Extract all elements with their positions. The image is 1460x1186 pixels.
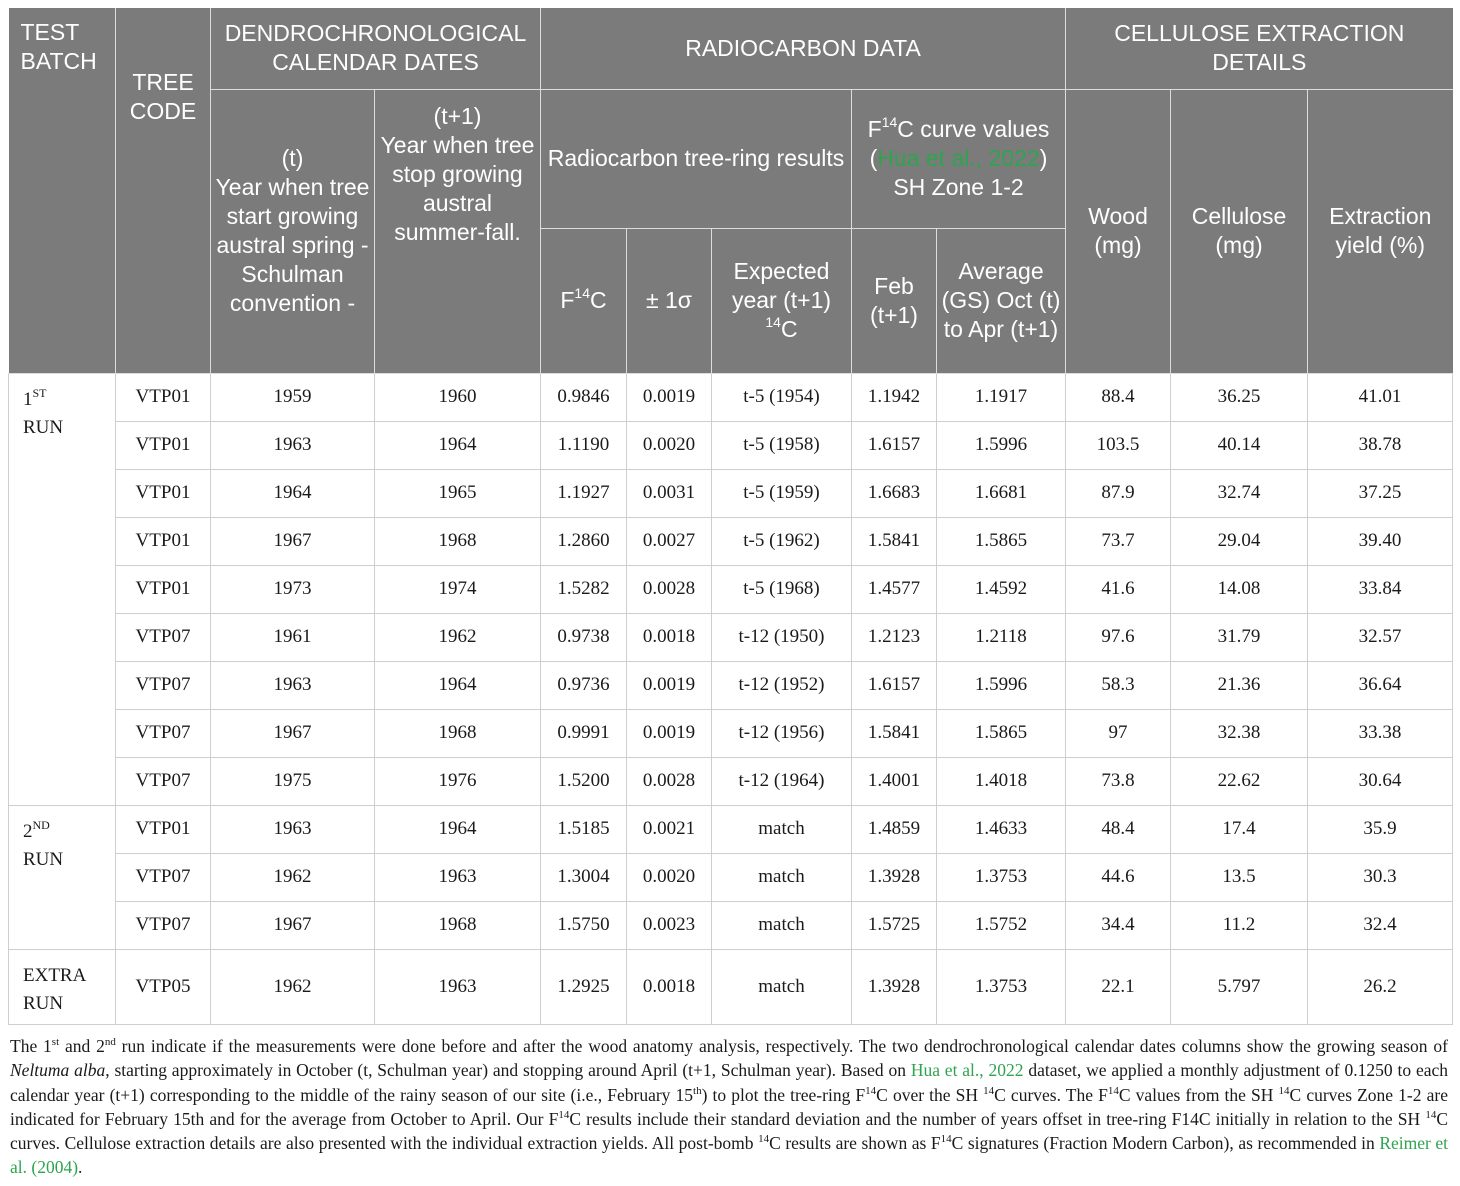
table-cell: 0.9991 (541, 709, 627, 757)
table-cell: 1.5996 (937, 661, 1066, 709)
table-cell: match (712, 901, 852, 949)
table-cell: 22.62 (1171, 757, 1308, 805)
header-dendro-dates: DENDROCHRONOLOGICAL CALENDAR DATES (211, 8, 541, 89)
header-year-t1-desc: Year when tree stop growing austral summer-fall. (380, 131, 535, 245)
table-cell: 1.1190 (541, 421, 627, 469)
curve-f: F (867, 116, 882, 142)
table-cell: 38.78 (1308, 421, 1453, 469)
table-row (9, 373, 1453, 421)
table-cell: 0.9738 (541, 613, 627, 661)
table-cell: 21.36 (1171, 661, 1308, 709)
table-cell: 1962 (211, 949, 375, 1024)
table-cell: 1.2118 (937, 613, 1066, 661)
table-body (9, 373, 1453, 1024)
table-cell: 97.6 (1066, 613, 1171, 661)
table-cell: 44.6 (1066, 853, 1171, 901)
table-cell: 1967 (211, 517, 375, 565)
table-cell: 35.9 (1308, 805, 1453, 853)
header-cellulose: Cellulose (mg) (1171, 89, 1308, 373)
reimer-reference-link[interactable]: Reimer et al. (2004) (10, 1133, 1449, 1178)
table-cell: 36.25 (1171, 373, 1308, 421)
table-cell: 1964 (375, 661, 541, 709)
table-row (9, 661, 1453, 709)
table-cell: 34.4 (1066, 901, 1171, 949)
table-cell: 1.4001 (852, 757, 937, 805)
header-radiocarbon-data: RADIOCARBON DATA (541, 8, 1066, 89)
table-row (9, 949, 1453, 1024)
hua-reference-link[interactable]: Hua et al., 2022 (910, 1060, 1024, 1081)
table-cell: 1973 (211, 565, 375, 613)
table-cell: 0.0019 (627, 661, 712, 709)
table-cell: 1.5725 (852, 901, 937, 949)
table-cell: 1.5752 (937, 901, 1066, 949)
table-cell: 1968 (375, 901, 541, 949)
table-cell: 1962 (375, 613, 541, 661)
table-cell: 1.3004 (541, 853, 627, 901)
table-cell: 0.0018 (627, 949, 712, 1024)
table-cell: 1.3753 (937, 949, 1066, 1024)
table-cell: 1.3928 (852, 949, 937, 1024)
header-year-t1 (375, 89, 541, 373)
f14c-c: C (590, 287, 607, 313)
table-cell: 1.5865 (937, 709, 1066, 757)
table-cell: 32.38 (1171, 709, 1308, 757)
table-cell: 0.0027 (627, 517, 712, 565)
header-treering-results: Radiocarbon tree-ring results (541, 89, 852, 228)
table-cell: 1.4859 (852, 805, 937, 853)
header-yield: Extraction yield (%) (1308, 89, 1453, 373)
table-cell: 1963 (211, 661, 375, 709)
header-year-t1-label: (t+1) (433, 102, 482, 129)
table-cell: 1965 (375, 469, 541, 517)
table-cell: 1.6681 (937, 469, 1066, 517)
table-cell: 0.0028 (627, 757, 712, 805)
f14c-sup: 14 (574, 285, 590, 301)
table-row (9, 709, 1453, 757)
table-cell: VTP01 (116, 565, 211, 613)
table-cell: t-5 (1954) (712, 373, 852, 421)
table-cell: 37.25 (1308, 469, 1453, 517)
header-f14c (541, 228, 627, 373)
table-cell: VTP01 (116, 373, 211, 421)
table-row (9, 805, 1453, 853)
table-cell: 30.3 (1308, 853, 1453, 901)
table-cell: 5.797 (1171, 949, 1308, 1024)
table-cell: t-12 (1964) (712, 757, 852, 805)
table-cell: 0.0021 (627, 805, 712, 853)
table-cell: 33.84 (1308, 565, 1453, 613)
table-cell: VTP01 (116, 469, 211, 517)
table-cell: 58.3 (1066, 661, 1171, 709)
header-average: Average (GS) Oct (t) to Apr (t+1) (937, 228, 1066, 373)
table-cell: 1.4577 (852, 565, 937, 613)
table-row (9, 613, 1453, 661)
table-cell: 1.5200 (541, 757, 627, 805)
header-year-t (211, 89, 375, 373)
batch-cell: EXTRA RUN (9, 949, 116, 1024)
table-cell: 32.4 (1308, 901, 1453, 949)
table-cell: 1963 (211, 805, 375, 853)
expected-sup: 14 (765, 314, 781, 330)
table-cell: t-5 (1959) (712, 469, 852, 517)
table-cell: 14.08 (1171, 565, 1308, 613)
curve-sup: 14 (881, 114, 898, 130)
table-cell: 29.04 (1171, 517, 1308, 565)
table-cell: VTP05 (116, 949, 211, 1024)
table-cell: 11.2 (1171, 901, 1308, 949)
table-cell: 36.64 (1308, 661, 1453, 709)
table-cell: t-5 (1962) (712, 517, 852, 565)
table-cell: 1974 (375, 565, 541, 613)
table-cell: match (712, 853, 852, 901)
table-cell: 0.9846 (541, 373, 627, 421)
table-cell: 0.0020 (627, 853, 712, 901)
table-cell: t-5 (1968) (712, 565, 852, 613)
table-cell: 1964 (211, 469, 375, 517)
table-cell: t-12 (1950) (712, 613, 852, 661)
table-cell: 32.74 (1171, 469, 1308, 517)
table-cell: 1975 (211, 757, 375, 805)
table-cell: 1963 (375, 853, 541, 901)
table-cell: t-12 (1956) (712, 709, 852, 757)
table-cell: VTP07 (116, 901, 211, 949)
table-cell: 17.4 (1171, 805, 1308, 853)
table-cell: 1.5841 (852, 709, 937, 757)
table-cell: 1.5750 (541, 901, 627, 949)
table-row (9, 757, 1453, 805)
table-row (9, 469, 1453, 517)
table-row (9, 853, 1453, 901)
table-row (9, 901, 1453, 949)
table-cell: VTP07 (116, 853, 211, 901)
header-wood: Wood (mg) (1066, 89, 1171, 373)
header-year-t-label: (t) (281, 145, 304, 171)
table-cell: 1963 (211, 421, 375, 469)
header-cellulose-details: CELLULOSE EXTRACTION DETAILS (1066, 8, 1453, 89)
table-cell: 1.1927 (541, 469, 627, 517)
table-cell: 22.1 (1066, 949, 1171, 1024)
table-cell: 1960 (375, 373, 541, 421)
table-cell: 0.9736 (541, 661, 627, 709)
table-cell: VTP07 (116, 661, 211, 709)
table-cell: 1.5282 (541, 565, 627, 613)
header-test-batch: TEST BATCH (9, 8, 116, 373)
header-sigma: ± 1σ (627, 228, 712, 373)
table-cell: VTP07 (116, 613, 211, 661)
table-row (9, 565, 1453, 613)
table-cell: 1962 (211, 853, 375, 901)
table-cell: 39.40 (1308, 517, 1453, 565)
table-cell: 0.0019 (627, 709, 712, 757)
curve-text-b: ) SH Zone 1-2 (893, 145, 1048, 200)
expected-text: Expected year (t+1) (731, 258, 832, 313)
table-cell: 26.2 (1308, 949, 1453, 1024)
table-cell: 1.5185 (541, 805, 627, 853)
table-cell: t-5 (1958) (712, 421, 852, 469)
table-cell: 1963 (375, 949, 541, 1024)
table-cell: 73.8 (1066, 757, 1171, 805)
table-cell: 1.3928 (852, 853, 937, 901)
table-cell: 1964 (375, 421, 541, 469)
table-cell: VTP01 (116, 805, 211, 853)
table-cell: 1964 (375, 805, 541, 853)
table-cell: 97 (1066, 709, 1171, 757)
batch-cell: 1ST RUN (9, 373, 116, 805)
table-cell: 1961 (211, 613, 375, 661)
table-cell: t-12 (1952) (712, 661, 852, 709)
batch-cell: 2ND RUN (9, 805, 116, 949)
table-cell: 73.7 (1066, 517, 1171, 565)
table-cell: 33.38 (1308, 709, 1453, 757)
table-cell: 40.14 (1171, 421, 1308, 469)
header-tree-code: TREE CODE (116, 8, 211, 373)
table-cell: 41.6 (1066, 565, 1171, 613)
table-cell: 1.5996 (937, 421, 1066, 469)
expected-c: C (780, 316, 798, 342)
table-cell: 1.5841 (852, 517, 937, 565)
table-cell: 41.01 (1308, 373, 1453, 421)
table-footnote: The 1st and 2nd run indicate if the measurements were done before and after the wood anatomy analysis, respectively. The two dendrochronological calendar dates columns show the growing season of Neltuma alba, starting approximately in October (t, Schulman year) and stopping around April (t+1, Schulman year). Based on Hua et al., 2022 dataset, we applied a monthly adjustment of 0.1250 to each calendar year (t+1) corresponding to the middle of the rainy season of our site (i.e., February 15th) to plot the tree-ring $F^{14}C$ over the SH $^{14}$C curves. The $F^{14}C$ values from the SH $^{14}$C curves Zone 1-2 are indicated for February 15th and for the average from October to April. Our $F^{14}C$ results include their standard deviation and the number of years offset in tree-ring F14C initially in relation to the SH $^{14}$C curves. Cellulose extraction details are also presented with the individual extraction yields. All post-bomb $^{14}$C results are shown as $F^{14}C$ signatures (Fraction Modern Carbon), as recommended in Reimer et al. (2004). (10, 1036, 1449, 1178)
table-cell: VTP01 (116, 517, 211, 565)
table-cell: 103.5 (1066, 421, 1171, 469)
table-cell: VTP01 (116, 421, 211, 469)
table-cell: 1.6683 (852, 469, 937, 517)
table-cell: VTP07 (116, 709, 211, 757)
table-cell: 31.79 (1171, 613, 1308, 661)
table-cell: match (712, 949, 852, 1024)
table-cell: 1.2123 (852, 613, 937, 661)
table-header (9, 8, 1453, 373)
curve-text-a: C curve values ( (869, 116, 1050, 171)
table-row (9, 421, 1453, 469)
header-expected-year (712, 228, 852, 373)
table-cell: 1967 (211, 709, 375, 757)
table-cell: 87.9 (1066, 469, 1171, 517)
species-name: Neltuma alba (10, 1060, 106, 1081)
table-cell: 1.4592 (937, 565, 1066, 613)
header-year-t-desc: Year when tree start growing austral spring -Schulman convention - (215, 174, 370, 316)
table-cell: 0.0018 (627, 613, 712, 661)
table-cell: 1.2860 (541, 517, 627, 565)
table-cell: 1968 (375, 709, 541, 757)
table-cell: 0.0019 (627, 373, 712, 421)
table-cell: 1959 (211, 373, 375, 421)
table-cell: 0.0031 (627, 469, 712, 517)
table-cell: 1.6157 (852, 661, 937, 709)
table-cell: 32.57 (1308, 613, 1453, 661)
table-cell: 1967 (211, 901, 375, 949)
table-cell: 1.2925 (541, 949, 627, 1024)
table-cell: 1.1917 (937, 373, 1066, 421)
table-cell: 13.5 (1171, 853, 1308, 901)
table-cell: 1.4633 (937, 805, 1066, 853)
table-cell: 1.3753 (937, 853, 1066, 901)
table-row (9, 517, 1453, 565)
header-curve-values (852, 89, 1066, 228)
table-cell: 1.6157 (852, 421, 937, 469)
table-cell: 1968 (375, 517, 541, 565)
table-cell: 1976 (375, 757, 541, 805)
table-cell: 30.64 (1308, 757, 1453, 805)
table-cell: 0.0023 (627, 901, 712, 949)
table-cell: 0.0020 (627, 421, 712, 469)
radiocarbon-table (8, 8, 1453, 1025)
table-cell: match (712, 805, 852, 853)
table-cell: 88.4 (1066, 373, 1171, 421)
header-feb: Feb (t+1) (852, 228, 937, 373)
table-cell: 48.4 (1066, 805, 1171, 853)
table-cell: 1.4018 (937, 757, 1066, 805)
table-cell: VTP07 (116, 757, 211, 805)
table-cell: 0.0028 (627, 565, 712, 613)
hua-link[interactable]: Hua et al., 2022 (877, 145, 1040, 171)
table-cell: 1.5865 (937, 517, 1066, 565)
f14c-f: F (560, 287, 575, 313)
table-cell: 1.1942 (852, 373, 937, 421)
